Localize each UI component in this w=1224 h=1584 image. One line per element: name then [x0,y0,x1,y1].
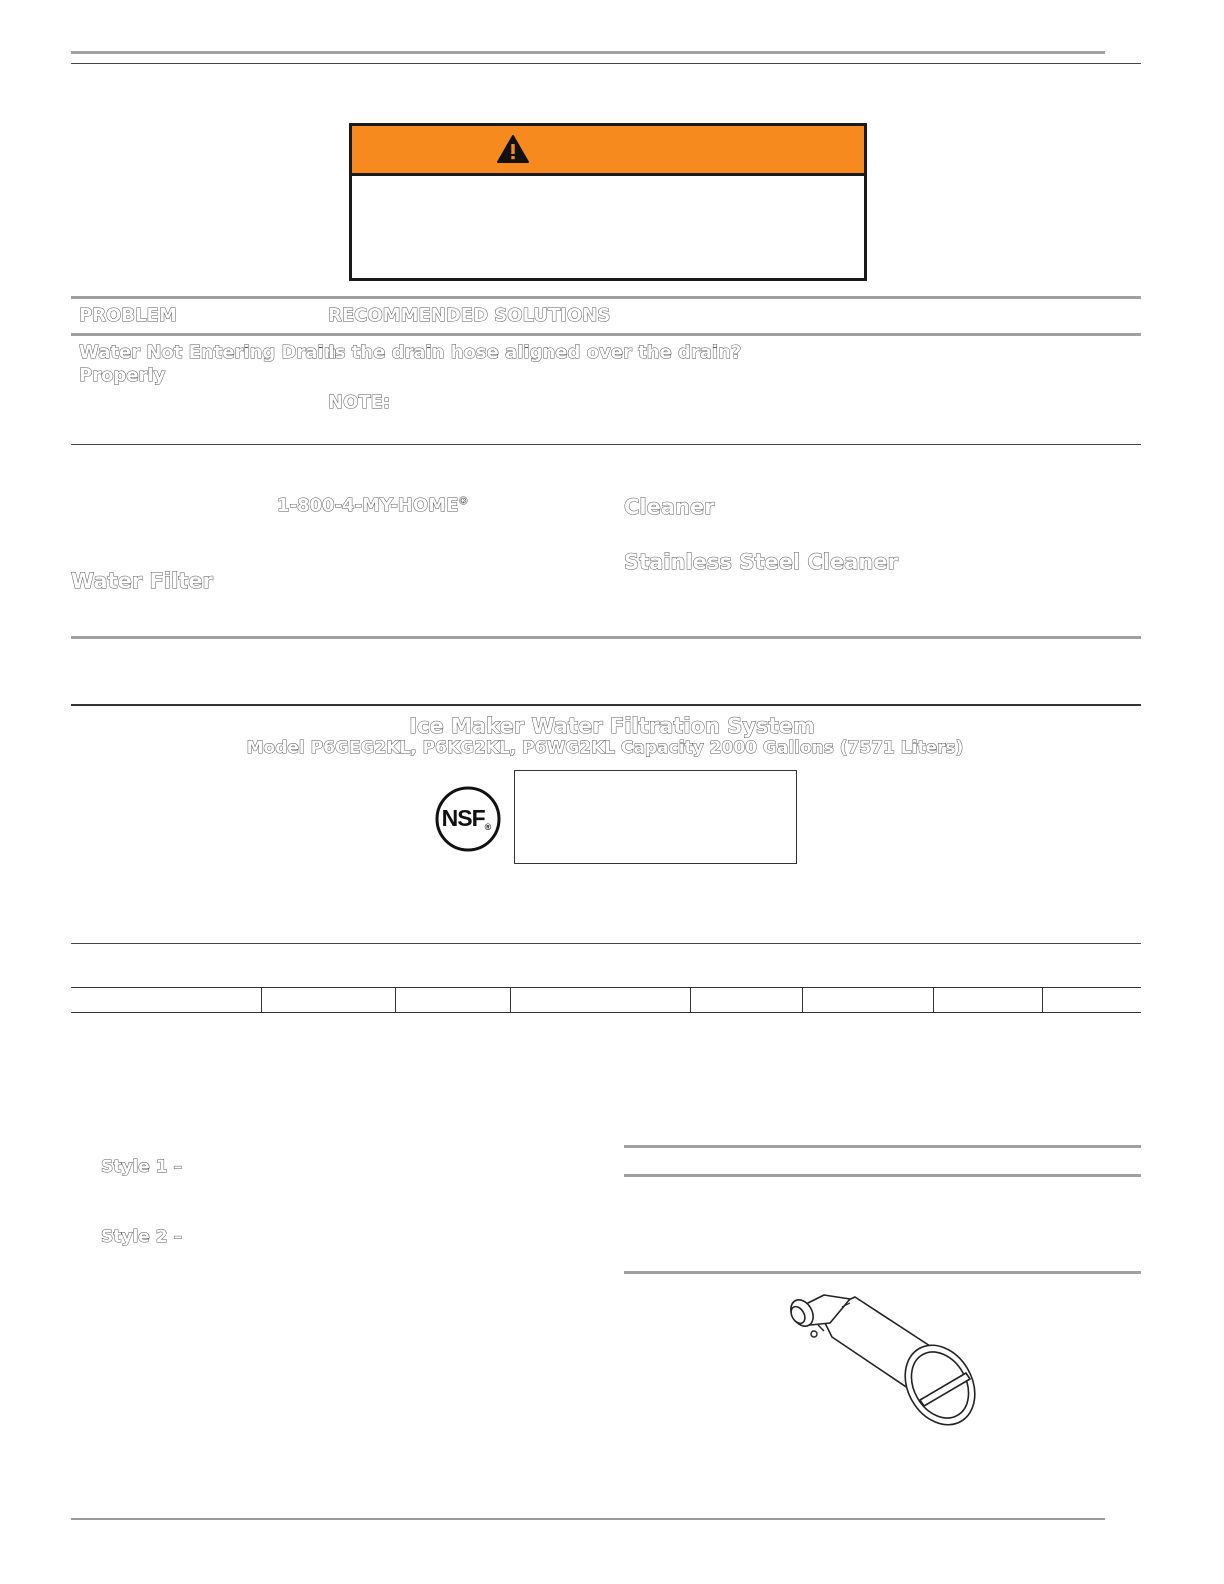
warning-header-bar [352,126,864,176]
header-problem: PROBLEM [79,305,177,326]
style-2-label: Style 2 – [101,1227,182,1247]
style-1-label: Style 1 – [101,1157,182,1177]
water-filter-heading: Water Filter [71,569,213,593]
filter-cartridge-illustration [780,1285,990,1435]
solution-question: Is the drain hose aligned over the drain? [328,342,742,363]
table-top-rule [71,296,1141,299]
bottom-rule [71,1518,1105,1520]
right-rule-3 [624,1271,1141,1274]
table-col-divider [933,988,934,1012]
performance-table-header [71,987,1141,1013]
header-solutions: RECOMMENDED SOLUTIONS [328,305,611,326]
nsf-registered-mark: ® [484,822,491,832]
cleaner-heading: Cleaner [624,495,715,519]
nsf-letters: NSF [441,805,485,831]
stainless-cleaner-heading: Stainless Steel Cleaner [624,550,898,574]
warning-triangle-icon [496,134,530,164]
filtration-subtitle: Model P6GEG2KL, P6KG2KL, P6WG2KL Capacity 2000 Gallons (7571 Liters) [246,738,964,758]
table-col-divider [261,988,262,1012]
section-thick-rule [71,636,1141,639]
problem-line-2: Properly [79,365,166,386]
problem-line-1: Water Not Entering Drain [79,342,337,363]
note-label: NOTE: [328,392,391,413]
right-rule-1 [624,1145,1141,1148]
nsf-certification-box [514,770,797,864]
filtration-top-rule [71,704,1141,706]
filtration-title: Ice Maker Water Filtration System [409,714,815,738]
table-col-divider [802,988,803,1012]
table-bottom-rule [71,444,1141,445]
table-col-divider [1042,988,1043,1012]
top-thin-rule [71,63,1141,64]
top-thick-rule [71,51,1105,54]
table-col-divider [690,988,691,1012]
table-col-divider [510,988,511,1012]
table-header-rule [71,333,1141,336]
nsf-logo [434,785,502,853]
right-rule-2 [624,1174,1141,1177]
warning-box [349,123,867,281]
phone-number [277,495,468,516]
data-table-top-rule [71,943,1141,944]
nsf-logo-text [434,805,498,832]
phone-number-text: 1-800-4-MY-HOME [277,495,459,516]
registered-mark: ® [458,496,469,507]
table-col-divider [395,988,396,1012]
